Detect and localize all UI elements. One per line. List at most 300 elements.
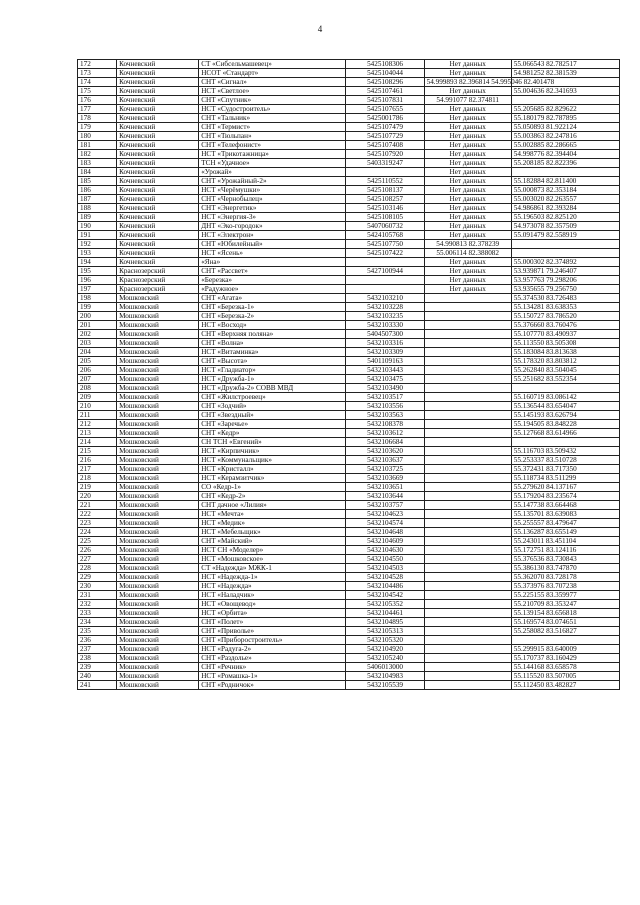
table-row bbox=[78, 321, 620, 330]
alt-coordinates-cell: 55.002885 82.286665 bbox=[511, 141, 619, 150]
registry-table bbox=[77, 59, 620, 690]
row-number-cell: 229 bbox=[78, 573, 117, 582]
table-row bbox=[78, 474, 620, 483]
inn-cell: 5403319247 bbox=[346, 159, 424, 168]
district-cell: Мошковский bbox=[117, 510, 199, 519]
alt-coordinates-cell: 55.003863 82.247816 bbox=[511, 132, 619, 141]
table-row bbox=[78, 249, 620, 258]
coordinates-cell: Нет данных bbox=[424, 204, 511, 213]
table-row bbox=[78, 519, 620, 528]
alt-coordinates-cell: 55.376660 83.760476 bbox=[511, 321, 619, 330]
page-number: 4 bbox=[317, 24, 323, 34]
partnership-name-cell: НСТ «Кристалл» bbox=[199, 465, 346, 474]
table-row bbox=[78, 78, 620, 87]
district-cell: Кочневский bbox=[117, 240, 199, 249]
table-row bbox=[78, 240, 620, 249]
inn-cell: 5432103725 bbox=[346, 465, 424, 474]
alt-coordinates-cell: 55.107770 83.490937 bbox=[511, 330, 619, 339]
coordinates-cell bbox=[424, 681, 511, 690]
table-row bbox=[78, 222, 620, 231]
row-number-cell: 210 bbox=[78, 402, 117, 411]
row-number-cell: 205 bbox=[78, 357, 117, 366]
inn-cell: 5432103475 bbox=[346, 375, 424, 384]
table-row bbox=[78, 195, 620, 204]
table-row bbox=[78, 663, 620, 672]
district-cell: Мошковский bbox=[117, 366, 199, 375]
row-number-cell: 228 bbox=[78, 564, 117, 573]
row-number-cell: 172 bbox=[78, 60, 117, 69]
inn-cell: 5432104503 bbox=[346, 564, 424, 573]
table-row bbox=[78, 285, 620, 294]
partnership-name-cell: СНТ «Юбилейный» bbox=[199, 240, 346, 249]
partnership-name-cell: СНТ «Полет» bbox=[199, 618, 346, 627]
inn-cell: 5432103517 bbox=[346, 393, 424, 402]
alt-coordinates-cell: 55.144168 83.658578 bbox=[511, 663, 619, 672]
district-cell: Кочневский bbox=[117, 177, 199, 186]
alt-coordinates-cell: 55.225155 83.359977 bbox=[511, 591, 619, 600]
row-number-cell: 200 bbox=[78, 312, 117, 321]
table-row bbox=[78, 114, 620, 123]
district-cell: Мошковский bbox=[117, 375, 199, 384]
coordinates-cell bbox=[424, 672, 511, 681]
row-number-cell: 209 bbox=[78, 393, 117, 402]
coordinates-cell bbox=[424, 501, 511, 510]
row-number-cell: 216 bbox=[78, 456, 117, 465]
inn-cell: 5432103309 bbox=[346, 348, 424, 357]
inn-cell: 5424105768 bbox=[346, 231, 424, 240]
coordinates-cell: Нет данных bbox=[424, 150, 511, 159]
partnership-name-cell: НСТ «Коммунальщик» bbox=[199, 456, 346, 465]
row-number-cell: 196 bbox=[78, 276, 117, 285]
table-row bbox=[78, 636, 620, 645]
district-cell: Кочневский bbox=[117, 105, 199, 114]
alt-coordinates-cell bbox=[511, 384, 619, 393]
district-cell: Мошковский bbox=[117, 357, 199, 366]
coordinates-cell bbox=[424, 645, 511, 654]
inn-cell: 5404507300 bbox=[346, 330, 424, 339]
table-row bbox=[78, 456, 620, 465]
alt-coordinates-cell: 55.147738 83.664468 bbox=[511, 501, 619, 510]
coordinates-cell bbox=[424, 600, 511, 609]
district-cell: Кочневский bbox=[117, 96, 199, 105]
table-row bbox=[78, 393, 620, 402]
district-cell: Мошковский bbox=[117, 600, 199, 609]
coordinates-cell bbox=[424, 609, 511, 618]
partnership-name-cell: СНТ «Агата» bbox=[199, 294, 346, 303]
partnership-name-cell: НСТ «Мебельщик» bbox=[199, 528, 346, 537]
alt-coordinates-cell: 55.127668 83.614966 bbox=[511, 429, 619, 438]
table-row bbox=[78, 672, 620, 681]
table-row bbox=[78, 150, 620, 159]
coordinates-cell bbox=[424, 654, 511, 663]
coordinates-cell bbox=[424, 384, 511, 393]
district-cell: Мошковский bbox=[117, 501, 199, 510]
alt-coordinates-cell: 55.376536 83.730843 bbox=[511, 555, 619, 564]
table-row bbox=[78, 537, 620, 546]
table-row bbox=[78, 645, 620, 654]
table-row bbox=[78, 357, 620, 366]
row-number-cell: 175 bbox=[78, 87, 117, 96]
table-row bbox=[78, 213, 620, 222]
coordinates-cell: Нет данных bbox=[424, 258, 511, 267]
row-number-cell: 192 bbox=[78, 240, 117, 249]
alt-coordinates-cell: 55.160719 83.086142 bbox=[511, 393, 619, 402]
alt-coordinates-cell bbox=[511, 249, 619, 258]
row-number-cell: 176 bbox=[78, 96, 117, 105]
table-row bbox=[78, 348, 620, 357]
alt-coordinates-cell: 55.372431 83.717350 bbox=[511, 465, 619, 474]
partnership-name-cell: НСТ «Дружба-2» СОВВ МВД bbox=[199, 384, 346, 393]
inn-cell: 5432104574 bbox=[346, 519, 424, 528]
partnership-name-cell: НСТ «Судостроитель» bbox=[199, 105, 346, 114]
table-row bbox=[78, 267, 620, 276]
row-number-cell: 219 bbox=[78, 483, 117, 492]
district-cell: Мошковский bbox=[117, 609, 199, 618]
row-number-cell: 217 bbox=[78, 465, 117, 474]
district-cell: Мошковский bbox=[117, 555, 199, 564]
inn-cell: 5432104983 bbox=[346, 672, 424, 681]
inn-cell: 5432103228 bbox=[346, 303, 424, 312]
district-cell: Мошковский bbox=[117, 303, 199, 312]
partnership-name-cell: СНТ «Заречье» bbox=[199, 420, 346, 429]
alt-coordinates-cell bbox=[511, 438, 619, 447]
alt-coordinates-cell: 55.170737 83.160429 bbox=[511, 654, 619, 663]
coordinates-cell bbox=[424, 357, 511, 366]
alt-coordinates-cell: 55.373976 83.707238 bbox=[511, 582, 619, 591]
partnership-name-cell: НСТ «Орбита» bbox=[199, 609, 346, 618]
district-cell: Кочневский bbox=[117, 69, 199, 78]
row-number-cell: 237 bbox=[78, 645, 117, 654]
inn-cell: 5432103757 bbox=[346, 501, 424, 510]
partnership-name-cell: НСТ «Витаминка» bbox=[199, 348, 346, 357]
inn-cell: 5432103330 bbox=[346, 321, 424, 330]
table-row bbox=[78, 492, 620, 501]
row-number-cell: 239 bbox=[78, 663, 117, 672]
inn-cell: 5432105352 bbox=[346, 600, 424, 609]
district-cell: Мошковский bbox=[117, 294, 199, 303]
coordinates-cell bbox=[424, 618, 511, 627]
inn-cell: 5432104609 bbox=[346, 537, 424, 546]
alt-coordinates-cell: 55.279620 84.137167 bbox=[511, 483, 619, 492]
partnership-name-cell: СНТ «Термист» bbox=[199, 123, 346, 132]
partnership-name-cell: СНТ «Сигнал» bbox=[199, 78, 346, 87]
inn-cell bbox=[346, 168, 424, 177]
district-cell: Мошковский bbox=[117, 528, 199, 537]
alt-coordinates-cell: 55.139154 83.656818 bbox=[511, 609, 619, 618]
inn-cell: 5432103644 bbox=[346, 492, 424, 501]
partnership-name-cell: «Березка» bbox=[199, 276, 346, 285]
partnership-name-cell: НСТ «Надежда-1» bbox=[199, 573, 346, 582]
inn-cell: 5432103620 bbox=[346, 447, 424, 456]
table-row bbox=[78, 681, 620, 690]
alt-coordinates-cell: 55.386130 83.747870 bbox=[511, 564, 619, 573]
district-cell: Мошковский bbox=[117, 663, 199, 672]
row-number-cell: 227 bbox=[78, 555, 117, 564]
alt-coordinates-cell: 55.116703 83.509432 bbox=[511, 447, 619, 456]
district-cell: Кочневский bbox=[117, 231, 199, 240]
partnership-name-cell: НСОТ «Стандарт» bbox=[199, 69, 346, 78]
row-number-cell: 236 bbox=[78, 636, 117, 645]
row-number-cell: 203 bbox=[78, 339, 117, 348]
coordinates-cell bbox=[424, 483, 511, 492]
inn-cell: 5432105320 bbox=[346, 636, 424, 645]
inn-cell: 5432104630 bbox=[346, 546, 424, 555]
district-cell: Кочневский bbox=[117, 249, 199, 258]
inn-cell: 5425108257 bbox=[346, 195, 424, 204]
table-row bbox=[78, 339, 620, 348]
partnership-name-cell: СНТ «Рассвет» bbox=[199, 267, 346, 276]
coordinates-cell bbox=[424, 321, 511, 330]
district-cell: Мошковский bbox=[117, 384, 199, 393]
table-row bbox=[78, 447, 620, 456]
partnership-name-cell: СТ «Сибсельмашевец» bbox=[199, 60, 346, 69]
row-number-cell: 226 bbox=[78, 546, 117, 555]
inn-cell: 5432103612 bbox=[346, 429, 424, 438]
district-cell: Кочневский bbox=[117, 132, 199, 141]
district-cell: Мошковский bbox=[117, 573, 199, 582]
coordinates-cell: Нет данных bbox=[424, 186, 511, 195]
inn-cell: 5425107920 bbox=[346, 150, 424, 159]
row-number-cell: 201 bbox=[78, 321, 117, 330]
alt-coordinates-cell: 55.004636 82.341693 bbox=[511, 87, 619, 96]
alt-coordinates-cell: 55.194505 83.848228 bbox=[511, 420, 619, 429]
partnership-name-cell: НСТ «Наладчик» bbox=[199, 591, 346, 600]
alt-coordinates-cell: 55.205685 82.829622 bbox=[511, 105, 619, 114]
coordinates-cell: Нет данных bbox=[424, 195, 511, 204]
district-cell: Мошковский bbox=[117, 492, 199, 501]
alt-coordinates-cell: 55.253337 83.510728 bbox=[511, 456, 619, 465]
row-number-cell: 223 bbox=[78, 519, 117, 528]
coordinates-cell bbox=[424, 447, 511, 456]
partnership-name-cell: «Радужное» bbox=[199, 285, 346, 294]
coordinates-cell: Нет данных bbox=[424, 213, 511, 222]
inn-cell: 5432103556 bbox=[346, 402, 424, 411]
inn-cell: 5427100944 bbox=[346, 267, 424, 276]
row-number-cell: 235 bbox=[78, 627, 117, 636]
inn-cell bbox=[346, 285, 424, 294]
alt-coordinates-cell: 55.115520 83.507005 bbox=[511, 672, 619, 681]
inn-cell: 5432104461 bbox=[346, 609, 424, 618]
table-row bbox=[78, 429, 620, 438]
alt-coordinates-cell: 55.145193 83.626794 bbox=[511, 411, 619, 420]
row-number-cell: 179 bbox=[78, 123, 117, 132]
table-row bbox=[78, 168, 620, 177]
inn-cell: 5432105539 bbox=[346, 681, 424, 690]
row-number-cell: 183 bbox=[78, 159, 117, 168]
table-row bbox=[78, 366, 620, 375]
row-number-cell: 208 bbox=[78, 384, 117, 393]
coordinates-cell: Нет данных bbox=[424, 105, 511, 114]
alt-coordinates-cell: 55.169574 83.074651 bbox=[511, 618, 619, 627]
table-row bbox=[78, 177, 620, 186]
partnership-name-cell: СНТ «Урожайный-2» bbox=[199, 177, 346, 186]
inn-cell: 5425104044 bbox=[346, 69, 424, 78]
district-cell: Мошковский bbox=[117, 519, 199, 528]
coordinates-cell: Нет данных bbox=[424, 267, 511, 276]
inn-cell: 5432104550 bbox=[346, 555, 424, 564]
coordinates-cell bbox=[424, 591, 511, 600]
row-number-cell: 220 bbox=[78, 492, 117, 501]
partnership-name-cell: СНТ «Звездный» bbox=[199, 411, 346, 420]
row-number-cell: 187 bbox=[78, 195, 117, 204]
inn-cell: 5432103669 bbox=[346, 474, 424, 483]
table-row bbox=[78, 510, 620, 519]
alt-coordinates-cell: 55.183084 83.813638 bbox=[511, 348, 619, 357]
alt-coordinates-cell bbox=[511, 96, 619, 105]
alt-coordinates-cell: 55.362070 83.728178 bbox=[511, 573, 619, 582]
inn-cell: 5425107408 bbox=[346, 141, 424, 150]
alt-coordinates-cell: 55.196503 82.825120 bbox=[511, 213, 619, 222]
table-row bbox=[78, 438, 620, 447]
inn-cell: 5432104648 bbox=[346, 528, 424, 537]
partnership-name-cell: НСТ «Электрон» bbox=[199, 231, 346, 240]
partnership-name-cell: НСТ «Мечта» bbox=[199, 510, 346, 519]
partnership-name-cell: СНТ дачное «Лилия» bbox=[199, 501, 346, 510]
table-row bbox=[78, 330, 620, 339]
coordinates-cell: 54.991077 82.374811 bbox=[424, 96, 511, 105]
inn-cell: 5406013000 bbox=[346, 663, 424, 672]
coordinates-cell: 55.006114 82.388082 bbox=[424, 249, 511, 258]
coordinates-cell bbox=[424, 339, 511, 348]
table-row bbox=[78, 627, 620, 636]
coordinates-cell bbox=[424, 312, 511, 321]
partnership-name-cell: СНТ «Приволье» bbox=[199, 627, 346, 636]
inn-cell: 5432103316 bbox=[346, 339, 424, 348]
coordinates-cell: Нет данных bbox=[424, 114, 511, 123]
alt-coordinates-cell: 55.262840 83.504045 bbox=[511, 366, 619, 375]
coordinates-cell bbox=[424, 420, 511, 429]
partnership-name-cell: НСТ СН «Моделер» bbox=[199, 546, 346, 555]
coordinates-cell bbox=[424, 402, 511, 411]
row-number-cell: 195 bbox=[78, 267, 117, 276]
partnership-name-cell: НСТ «Мошковское» bbox=[199, 555, 346, 564]
table-row bbox=[78, 123, 620, 132]
district-cell: Мошковский bbox=[117, 537, 199, 546]
row-number-cell: 174 bbox=[78, 78, 117, 87]
row-number-cell: 185 bbox=[78, 177, 117, 186]
partnership-name-cell: СНТ «Верхняя поляна» bbox=[199, 330, 346, 339]
alt-coordinates-cell: 55.000873 82.353184 bbox=[511, 186, 619, 195]
row-number-cell: 181 bbox=[78, 141, 117, 150]
row-number-cell: 204 bbox=[78, 348, 117, 357]
alt-coordinates-cell: 55.251682 83.552354 bbox=[511, 375, 619, 384]
row-number-cell: 213 bbox=[78, 429, 117, 438]
alt-coordinates-cell: 55.179204 83.235674 bbox=[511, 492, 619, 501]
partnership-name-cell: НСТ «Овощевод» bbox=[199, 600, 346, 609]
coordinates-cell bbox=[424, 573, 511, 582]
district-cell: Мошковский bbox=[117, 582, 199, 591]
table-row bbox=[78, 546, 620, 555]
district-cell: Мошковский bbox=[117, 618, 199, 627]
coordinates-cell bbox=[424, 582, 511, 591]
alt-coordinates-cell: 55.243011 83.451104 bbox=[511, 537, 619, 546]
row-number-cell: 207 bbox=[78, 375, 117, 384]
partnership-name-cell: НСТ «Ромашка-1» bbox=[199, 672, 346, 681]
alt-coordinates-cell: 55.136544 83.654047 bbox=[511, 402, 619, 411]
district-cell: Мошковский bbox=[117, 564, 199, 573]
alt-coordinates-cell: 55.178320 83.803812 bbox=[511, 357, 619, 366]
row-number-cell: 202 bbox=[78, 330, 117, 339]
district-cell: Краснозерский bbox=[117, 285, 199, 294]
coordinates-cell bbox=[424, 537, 511, 546]
table-row bbox=[78, 501, 620, 510]
partnership-name-cell: НСТ «Керамзитчик» bbox=[199, 474, 346, 483]
table-row bbox=[78, 600, 620, 609]
alt-coordinates-cell: 55.113550 83.505308 bbox=[511, 339, 619, 348]
row-number-cell: 240 bbox=[78, 672, 117, 681]
row-number-cell: 222 bbox=[78, 510, 117, 519]
district-cell: Мошковский bbox=[117, 411, 199, 420]
partnership-name-cell: СНТ «Кедр-2» bbox=[199, 492, 346, 501]
partnership-name-cell: НСТ «Восход» bbox=[199, 321, 346, 330]
partnership-name-cell: ТСН «Удачное» bbox=[199, 159, 346, 168]
alt-coordinates-cell: 54.998776 82.394404 bbox=[511, 150, 619, 159]
alt-coordinates-cell: 55.003020 82.263557 bbox=[511, 195, 619, 204]
district-cell: Мошковский bbox=[117, 402, 199, 411]
row-number-cell: 233 bbox=[78, 609, 117, 618]
row-number-cell: 241 bbox=[78, 681, 117, 690]
district-cell: Кочневский bbox=[117, 195, 199, 204]
district-cell: Мошковский bbox=[117, 483, 199, 492]
inn-cell: 5432103651 bbox=[346, 483, 424, 492]
district-cell: Краснозерский bbox=[117, 267, 199, 276]
inn-cell: 5425107750 bbox=[346, 240, 424, 249]
coordinates-cell bbox=[424, 366, 511, 375]
inn-cell: 5432104528 bbox=[346, 573, 424, 582]
district-cell: Кочневский bbox=[117, 87, 199, 96]
row-number-cell: 190 bbox=[78, 222, 117, 231]
partnership-name-cell: СТ «Надежда» МЖК-1 bbox=[199, 564, 346, 573]
coordinates-cell bbox=[424, 519, 511, 528]
table-row bbox=[78, 609, 620, 618]
district-cell: Мошковский bbox=[117, 672, 199, 681]
coordinates-cell bbox=[424, 627, 511, 636]
table-row bbox=[78, 87, 620, 96]
coordinates-cell: Нет данных bbox=[424, 87, 511, 96]
coordinates-cell bbox=[424, 375, 511, 384]
partnership-name-cell: «Урожай» bbox=[199, 168, 346, 177]
inn-cell: 5432104623 bbox=[346, 510, 424, 519]
inn-cell: 5432103637 bbox=[346, 456, 424, 465]
row-number-cell: 191 bbox=[78, 231, 117, 240]
inn-cell: 5432103443 bbox=[346, 366, 424, 375]
partnership-name-cell: СНТ «Жилстроевец» bbox=[199, 393, 346, 402]
table-row bbox=[78, 654, 620, 663]
row-number-cell: 177 bbox=[78, 105, 117, 114]
district-cell: Мошковский bbox=[117, 429, 199, 438]
table-row bbox=[78, 69, 620, 78]
inn-cell: 5432104542 bbox=[346, 591, 424, 600]
inn-cell: 5432105313 bbox=[346, 627, 424, 636]
inn-cell: 5425103146 bbox=[346, 204, 424, 213]
alt-coordinates-cell: 55.258082 83.516827 bbox=[511, 627, 619, 636]
table-row bbox=[78, 618, 620, 627]
row-number-cell: 189 bbox=[78, 213, 117, 222]
district-cell: Кочневский bbox=[117, 114, 199, 123]
table-row bbox=[78, 375, 620, 384]
district-cell: Мошковский bbox=[117, 465, 199, 474]
district-cell: Мошковский bbox=[117, 420, 199, 429]
inn-cell: 5432104895 bbox=[346, 618, 424, 627]
alt-coordinates-cell: 55.066543 82.782517 bbox=[511, 60, 619, 69]
coordinates-cell bbox=[424, 411, 511, 420]
partnership-name-cell: НСТ «Радуга-2» bbox=[199, 645, 346, 654]
alt-coordinates-cell: 55.112450 83.482827 bbox=[511, 681, 619, 690]
row-number-cell: 212 bbox=[78, 420, 117, 429]
district-cell: Мошковский bbox=[117, 627, 199, 636]
partnership-name-cell: СНТ «Родничок» bbox=[199, 681, 346, 690]
coordinates-cell: Нет данных bbox=[424, 69, 511, 78]
